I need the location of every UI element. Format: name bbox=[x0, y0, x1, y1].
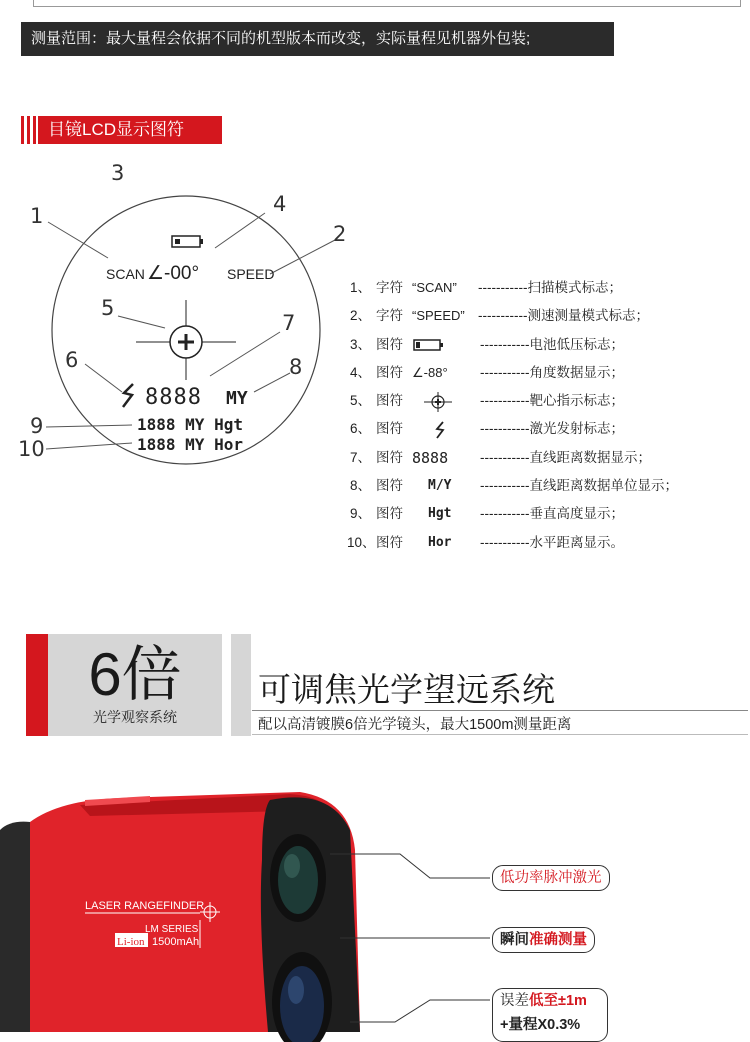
callout-number-5: 5 bbox=[101, 296, 115, 320]
legend-row: 4、 图符 ∠-88° -----------角度数据显示； bbox=[350, 359, 745, 387]
crosshair-icon bbox=[424, 387, 452, 415]
product-label-series: LM SERIES bbox=[145, 924, 199, 935]
legend-symbol: ∠-88° bbox=[412, 364, 448, 380]
callout-number-1: 1 bbox=[30, 204, 44, 228]
callout-number-10: 10 bbox=[18, 437, 45, 461]
legend-symbol: M/Y bbox=[428, 478, 452, 494]
legend-row: 6、 图符 -----------激光发射标志； bbox=[350, 415, 745, 443]
legend-row: 2、 字符 “SPEED” -----------测速测量模式标志； bbox=[350, 302, 745, 330]
unit-readout: MY bbox=[226, 388, 248, 409]
callout-number-2: 2 bbox=[333, 222, 347, 246]
legend-row: 10、 图符 Hor -----------水平距离显示。 bbox=[350, 529, 745, 557]
legend-symbol: Hor bbox=[428, 534, 452, 550]
rangefinder-image bbox=[0, 770, 750, 1032]
lcd-diagram bbox=[0, 150, 347, 470]
legend-row: 1、 字符 “SCAN” -----------扫描模式标志； bbox=[350, 274, 745, 302]
battery-icon bbox=[412, 331, 448, 359]
legend-row: 3、 图符 -----------电池低压标志； bbox=[350, 331, 745, 359]
callout-laser: 低功率脉冲激光 bbox=[492, 865, 610, 891]
optics-grey-divider bbox=[231, 634, 251, 736]
subline-rule bbox=[252, 734, 748, 735]
battery-icon bbox=[172, 236, 203, 247]
legend-symbol: “SPEED” bbox=[412, 308, 465, 324]
legend-symbol: 8888 bbox=[412, 448, 449, 467]
optics-headline: 可调焦光学望远系统 bbox=[258, 671, 555, 708]
callout-number-8: 8 bbox=[289, 355, 303, 379]
optics-red-accent bbox=[26, 634, 48, 736]
height-readout: 1888 MY Hgt bbox=[137, 415, 243, 434]
headline-rule bbox=[252, 710, 748, 711]
legend-row: 8、 图符 M/Y -----------直线距离数据单位显示； bbox=[350, 472, 745, 500]
callout-number-4: 4 bbox=[273, 192, 287, 216]
laser-icon bbox=[434, 415, 446, 443]
legend-symbol: “SCAN” bbox=[412, 280, 457, 295]
legend-symbol: Hgt bbox=[428, 506, 452, 522]
callout-number-9: 9 bbox=[30, 414, 44, 438]
product-illustration bbox=[0, 770, 750, 1032]
callout-accuracy: 误差低至±1m +量程X0.3% bbox=[492, 988, 608, 1042]
callout-measure: 瞬间准确测量 bbox=[492, 927, 595, 953]
speed-label: SPEED bbox=[227, 266, 275, 282]
callout-number-6: 6 bbox=[65, 348, 79, 372]
legend-row: 5、 图符 -----------靶心指示标志； bbox=[350, 387, 745, 415]
magnification-label: 6倍 bbox=[88, 641, 182, 708]
callout-number-3: 3 bbox=[111, 161, 125, 185]
crosshair-icon bbox=[136, 300, 236, 380]
lcd-section-title: 目镜LCD显示图符 bbox=[38, 116, 222, 144]
optics-subline: 配以高清镀膜6倍光学镜头，最大1500m测量距离 bbox=[258, 717, 572, 733]
product-battery-tag: Li-ion bbox=[117, 936, 145, 948]
scan-label: SCAN bbox=[106, 266, 145, 282]
range-note-bar: 测量范围：最大量程会依据不同的机型版本而改变，实际量程见机器外包装; bbox=[21, 22, 614, 56]
top-frame-decoration bbox=[33, 0, 741, 7]
laser-icon bbox=[123, 384, 133, 407]
magnification-caption: 光学观察系统 bbox=[93, 709, 177, 725]
horizontal-readout: 1888 MY Hor bbox=[137, 435, 243, 454]
angle-readout: ∠-00° bbox=[147, 263, 200, 284]
legend-row: 7、 图符 8888 -----------直线距离数据显示； bbox=[350, 444, 745, 472]
product-battery-capacity: 1500mAh bbox=[152, 936, 200, 948]
lcd-legend-list bbox=[347, 274, 745, 557]
callout-number-7: 7 bbox=[282, 311, 296, 335]
product-label-main: LASER RANGEFINDER bbox=[85, 900, 205, 912]
distance-readout: 8888 bbox=[145, 385, 202, 410]
legend-row: 9、 图符 Hgt -----------垂直高度显示； bbox=[350, 500, 745, 528]
